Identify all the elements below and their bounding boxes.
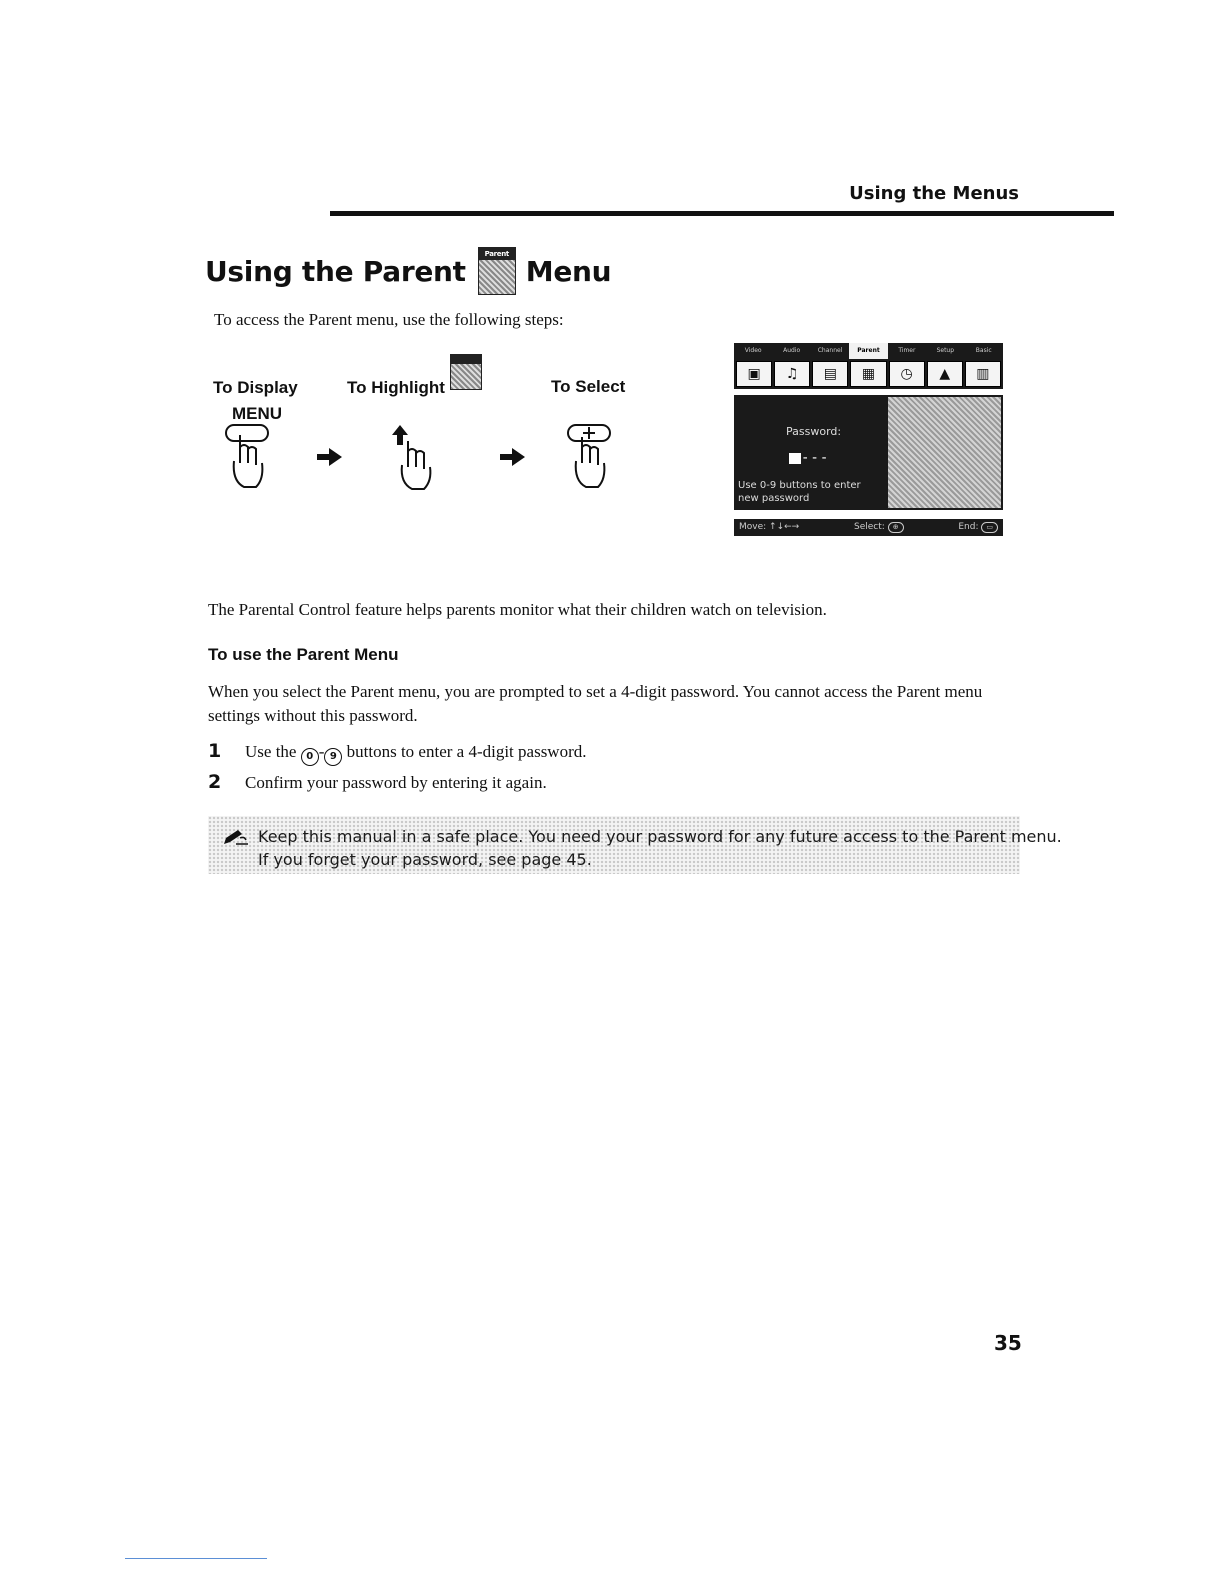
- parent-icon: ▦: [850, 361, 886, 387]
- tv-menu-icons: [734, 359, 1003, 389]
- tv-tab-channel: Channel: [817, 347, 843, 354]
- step-1-text: Use the 0 - 9 buttons to enter a 4-digit password.: [245, 740, 587, 766]
- step-number-1: 1: [208, 740, 222, 762]
- tv-menu-footer: [734, 519, 1003, 536]
- tv-tab-setup: Setup: [936, 347, 955, 354]
- page-title: [205, 247, 611, 295]
- timer-icon: ◷: [889, 361, 925, 387]
- tv-tab-audio: Audio: [783, 347, 801, 354]
- section-title: Using the Menus: [849, 183, 1019, 204]
- step-display-label: To Display: [213, 378, 298, 397]
- arrow-right-icon: [500, 447, 526, 467]
- title-part1: Using the Parent: [205, 254, 466, 288]
- parent-menu-icon: [478, 247, 516, 295]
- note-text: [220, 825, 1062, 871]
- tv-tab-basic: Basic: [975, 347, 992, 354]
- tv-preview-panel: [888, 397, 1001, 508]
- password-help-text: Use 0-9 buttons to enter new password: [738, 480, 861, 504]
- button-9-icon: 9: [324, 748, 342, 766]
- channel-icon: ▤: [812, 361, 848, 387]
- password-field: [789, 450, 829, 466]
- hand-highlight-icon: [386, 423, 446, 493]
- parent-icon-caption: Parent: [479, 248, 515, 260]
- footer-select-label: Select:: [854, 522, 885, 532]
- header-rule: [330, 211, 1114, 216]
- password-value: ---: [801, 450, 830, 466]
- parent-small-icon: [450, 354, 482, 390]
- footer-end-label: End:: [958, 522, 979, 532]
- subheading: To use the Parent Menu: [208, 645, 399, 664]
- video-icon: ▣: [736, 361, 772, 387]
- basic-icon: ▥: [965, 361, 1001, 387]
- step-1-post: buttons to enter a 4-digit password.: [346, 742, 587, 761]
- note-line-2: If you forget your password, see page 45.: [258, 850, 592, 869]
- select-button-icon: ⊕: [888, 522, 904, 533]
- button-0-icon: 0: [301, 748, 319, 766]
- tv-tab-video: Video: [744, 347, 762, 354]
- hand-press-icon: [222, 423, 274, 493]
- arrow-right-icon: [317, 447, 343, 467]
- setup-icon: ▲: [927, 361, 963, 387]
- footer-move-label: Move:: [739, 522, 767, 532]
- tv-menu-tabs: [734, 343, 1003, 359]
- menu-button-icon: ▭: [981, 522, 998, 533]
- tv-tab-parent: Parent: [849, 343, 887, 359]
- move-arrows-icon: ↑↓←→: [769, 522, 800, 532]
- tv-tab-timer: Timer: [898, 347, 916, 354]
- note-line-1: Keep this manual in a safe place. You need your password for any future access to the Parent menu.: [258, 827, 1062, 846]
- page-number: 35: [994, 1331, 1022, 1355]
- step-1-pre: Use the: [245, 742, 297, 761]
- menu-key-label: MENU: [232, 404, 283, 423]
- step-select-label: To Select: [551, 377, 626, 396]
- password-cursor: [789, 453, 801, 464]
- password-label: Password:: [786, 425, 842, 438]
- step-highlight-label: To Highlight: [347, 378, 445, 397]
- title-part2: Menu: [525, 254, 612, 288]
- audio-icon: ♫: [774, 361, 810, 387]
- step-number-2: 2: [208, 771, 222, 793]
- paragraph-text: When you select the Parent menu, you are prompted to set a 4-digit password. You cannot access the Parent menu settings without this password.: [208, 682, 983, 725]
- intro-text: To access the Parent menu, use the following steps:: [214, 310, 564, 329]
- footer-line: [125, 1558, 267, 1559]
- description-text: The Parental Control feature helps parents monitor what their children watch on television.: [208, 600, 827, 619]
- hand-select-icon: [564, 423, 620, 493]
- step-2-text: Confirm your password by entering it again.: [245, 773, 547, 792]
